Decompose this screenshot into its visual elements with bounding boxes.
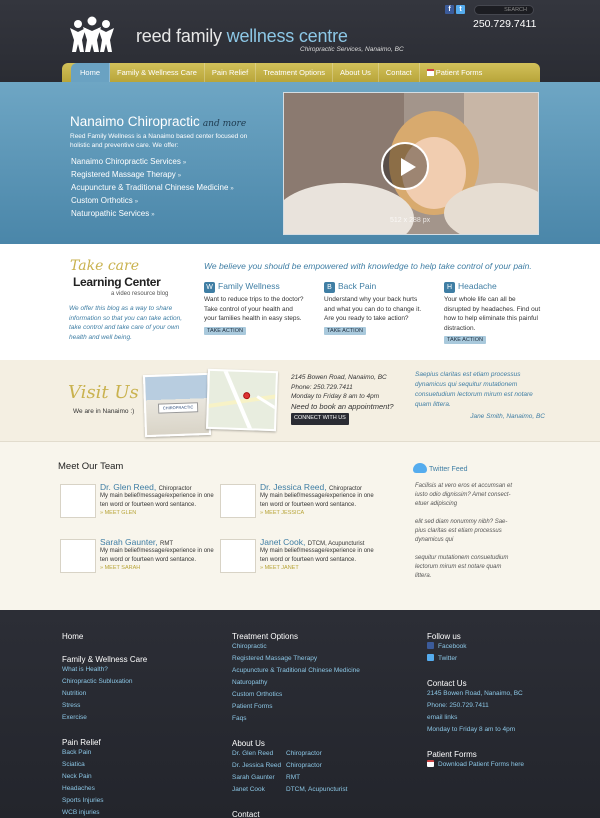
- learning-center-title[interactable]: Learning Center: [73, 275, 161, 289]
- brand-tagline: Chiropractic Services, Nanaimo, BC: [300, 46, 404, 53]
- footer-hours: Monday to Friday 8 am to 4pm: [427, 726, 516, 733]
- hero-service-label: Naturopathic Services: [71, 209, 150, 218]
- footer-link[interactable]: Sarah Gaunter: [232, 774, 275, 781]
- arrow-icon: »: [151, 212, 155, 218]
- hero-service-label: Custom Orthotics: [71, 196, 133, 205]
- nav-item-contact[interactable]: Contact: [379, 63, 420, 82]
- lc-column-title: Back Pain: [338, 281, 377, 291]
- hero-service-link[interactable]: [71, 169, 234, 182]
- footer-address: 2145 Bowen Road, Nanaimo, BC: [427, 690, 523, 697]
- clinic-sign: CHIROPRACTIC: [158, 402, 198, 413]
- letter-badge-icon: H: [444, 282, 455, 293]
- footer-link-home[interactable]: Home: [62, 632, 84, 641]
- member-credential: RMT: [160, 541, 174, 547]
- footer-link[interactable]: Exercise: [62, 714, 87, 721]
- play-icon: [401, 158, 416, 176]
- footer-link[interactable]: Dr. Jessica Reed: [232, 762, 282, 769]
- footer-heading-contact[interactable]: Contact: [232, 810, 260, 818]
- member-name-row[interactable]: [260, 482, 382, 492]
- footer-heading-contact-us: Contact Us: [427, 679, 467, 688]
- take-action-button[interactable]: TAKE ACTION: [324, 327, 366, 335]
- member-photo[interactable]: [220, 539, 256, 573]
- lc-column-heading[interactable]: [324, 281, 424, 293]
- footer-heading-treatment[interactable]: Treatment Options: [232, 632, 298, 641]
- visit-title: Visit Us: [68, 382, 139, 403]
- member-info: [260, 537, 382, 571]
- member-photo[interactable]: [60, 484, 96, 518]
- nav-item-home[interactable]: Home: [71, 63, 110, 82]
- footer-link[interactable]: Chiropractic Subluxation: [62, 678, 133, 685]
- footer-link[interactable]: Sports Injuries: [62, 797, 104, 804]
- nav-item-about[interactable]: About Us: [333, 63, 379, 82]
- testimonial: [415, 370, 545, 422]
- footer-heading-forms: Patient Forms: [427, 750, 477, 759]
- footer-link[interactable]: Sciatica: [62, 761, 85, 768]
- arrow-icon: »: [134, 199, 139, 205]
- footer-twitter-label: Twitter: [438, 655, 458, 662]
- footer-heading-about[interactable]: About Us: [232, 739, 265, 748]
- lc-column-text: Understand why your back hurts and what you can do to change it. Are you ready to take action?: [324, 296, 422, 322]
- nav-item-pain-relief[interactable]: Pain Relief: [205, 63, 256, 82]
- hero-title: [70, 114, 246, 129]
- footer-link[interactable]: Janet Cook: [232, 786, 265, 793]
- footer-about-row: [232, 748, 360, 760]
- hero-title-script: and more: [202, 119, 247, 129]
- footer-link[interactable]: Dr. Glen Reed: [232, 750, 274, 757]
- member-credential: Chiropractor: [158, 486, 192, 492]
- learning-center-section: [0, 244, 600, 360]
- member-photo[interactable]: [220, 484, 256, 518]
- footer-credential: Chiropractor: [286, 750, 322, 757]
- hero-service-label: Nanaimo Chiropractic Services: [71, 157, 181, 166]
- footer-link[interactable]: Patient Forms: [232, 703, 273, 710]
- footer-link[interactable]: Headaches: [62, 785, 95, 792]
- footer-forms-label: Download Patient Forms here: [438, 761, 524, 768]
- meet-member-link[interactable]: » MEET JANET: [260, 565, 299, 571]
- member-name: Janet Cook,: [260, 537, 306, 547]
- site-footer: [0, 610, 600, 818]
- footer-link[interactable]: Back Pain: [62, 749, 92, 756]
- twitter-feed-title: Twitter Feed: [429, 466, 468, 473]
- testimonial-author: Jane Smith, Nanaimo, BC: [470, 413, 545, 420]
- lc-column-text: Your whole life can all be disrupted by headaches. Find out how to help eliminate this painful distraction.: [444, 296, 541, 332]
- footer-about-row: [232, 772, 360, 784]
- hero-service-link[interactable]: [71, 182, 234, 195]
- footer-email-link[interactable]: email links: [427, 714, 458, 721]
- nav-item-treatment[interactable]: Treatment Options: [256, 63, 333, 82]
- twitter-feed-heading[interactable]: [413, 463, 468, 473]
- lc-column-heading[interactable]: [444, 281, 544, 293]
- clinic-photo: [143, 373, 211, 437]
- footer-link[interactable]: WCB injuries: [62, 809, 100, 816]
- visit-phone: Phone: 250.729.7411: [291, 383, 353, 391]
- member-name: Dr. Glen Reed,: [100, 482, 157, 492]
- footer-link[interactable]: Registered Massage Therapy: [232, 655, 318, 662]
- member-credential: DTCM, Acupuncturist: [307, 541, 365, 547]
- hero-services-list: [71, 156, 234, 221]
- visit-appointment: Need to book an appointment?: [291, 401, 394, 411]
- footer-twitter-link[interactable]: [427, 653, 524, 665]
- learning-center-tagline: We believe you should be empowered with knowledge to help take control of your pain.: [204, 261, 532, 271]
- member-bio: My main belief/message/experience in one ten word or fourteen word sentance.: [100, 548, 214, 563]
- nav-item-patient-forms-label: Patient Forms: [435, 68, 483, 77]
- nav-item-patient-forms[interactable]: [420, 63, 490, 82]
- nav-item-family-wellness[interactable]: Family & Wellness Care: [110, 63, 205, 82]
- member-bio: My main belief/message/experience in one ten word or fourteen word sentance.: [260, 493, 374, 508]
- letter-badge-icon: B: [324, 282, 335, 293]
- letter-badge-icon: W: [204, 282, 215, 293]
- footer-credential: DTCM, Acupuncturist: [286, 786, 348, 793]
- footer-heading-family[interactable]: Family & Wellness Care: [62, 655, 148, 664]
- brand-name-part1: reed family: [136, 26, 227, 46]
- member-name: Dr. Jessica Reed,: [260, 482, 327, 492]
- brand-name-part2: wellness centre: [226, 26, 348, 46]
- connect-button[interactable]: CONNECT WITH US: [291, 413, 349, 425]
- footer-forms-link[interactable]: [427, 759, 524, 771]
- take-care-heading: Take care: [70, 258, 139, 274]
- member-info: [100, 482, 222, 516]
- hero-service-label: Acupuncture & Traditional Chinese Medicine: [71, 183, 229, 192]
- footer-link[interactable]: What is Health?: [62, 666, 108, 673]
- header-phone: 250.729.7411: [473, 18, 537, 30]
- footer-phone: Phone: 250.729.7411: [427, 702, 489, 709]
- lc-column-headache: [444, 281, 544, 344]
- video-size-label: 512 x 288 px: [390, 217, 431, 224]
- footer-credential: RMT: [286, 774, 301, 781]
- hero-service-link[interactable]: [71, 208, 234, 221]
- pdf-icon: [427, 760, 434, 767]
- footer-link[interactable]: Custom Orthotics: [232, 691, 283, 698]
- member-info: [260, 482, 382, 516]
- tweet: sequitur mutationem consuetudium lectorum mirum est notare quam littera.: [415, 555, 509, 579]
- member-name-row[interactable]: [100, 537, 222, 547]
- footer-credential: Chiropractor: [286, 762, 322, 769]
- tweet: elit sed diam nonummy nibh? Sae-pius claritas est etiam processus dynamicus qui: [415, 519, 508, 543]
- team-section: [0, 442, 600, 610]
- team-title: Meet Our Team: [58, 461, 124, 472]
- logo-icon[interactable]: [66, 14, 118, 54]
- member-bio: My main belief/message/experience in one ten word or fourteen word sentance.: [260, 548, 374, 563]
- visit-info: [291, 373, 401, 425]
- pdf-icon: [427, 69, 434, 76]
- twitter-bird-icon: [413, 463, 427, 473]
- hero-service-link[interactable]: [71, 195, 234, 208]
- learning-center-subtitle: a video resource blog: [111, 291, 169, 297]
- lc-column-heading[interactable]: [204, 281, 304, 293]
- lc-column-back-pain: [324, 281, 424, 335]
- main-nav: [62, 63, 540, 82]
- site-header: [0, 0, 600, 82]
- visit-address: 2145 Bowen Road, Nanaimo, BC: [291, 374, 387, 381]
- arrow-icon: »: [230, 186, 234, 192]
- footer-facebook-link[interactable]: [427, 641, 524, 653]
- visit-subtitle: We are in Nanaimo :): [73, 408, 135, 415]
- member-name-row[interactable]: [260, 537, 382, 547]
- search-input[interactable]: SEARCH: [474, 5, 534, 15]
- arrow-icon: »: [177, 173, 182, 179]
- meet-member-link[interactable]: » MEET GLEN: [100, 510, 137, 516]
- footer-link[interactable]: Neck Pain: [62, 773, 92, 780]
- visit-section: [0, 360, 600, 442]
- footer-link[interactable]: Chiropractic: [232, 643, 267, 650]
- testimonial-text: Saepius claritas est etiam processus dynamicus qui sequitur mutationem consuetudium lectorum mirum est notare quam littera.: [415, 371, 533, 408]
- member-name: Sarah Gaunter,: [100, 537, 158, 547]
- meet-member-link[interactable]: » MEET JESSICA: [260, 510, 305, 516]
- hero-service-label: Registered Massage Therapy: [71, 170, 176, 179]
- learning-center-blurb: We offer this blog as a way to share information so that you can take action, take control and take care of your own health and well being.: [69, 305, 183, 341]
- member-info: [100, 537, 222, 571]
- footer-about-row: [232, 760, 360, 772]
- take-action-button[interactable]: TAKE ACTION: [444, 336, 486, 344]
- footer-link[interactable]: Stress: [62, 702, 81, 709]
- meet-member-link[interactable]: » MEET SARAH: [100, 565, 141, 571]
- hero-title-text: Nanaimo Chiropractic: [70, 114, 200, 129]
- twitter-icon: [427, 654, 434, 661]
- take-action-button[interactable]: TAKE ACTION: [204, 327, 246, 335]
- footer-about-row: [232, 784, 360, 796]
- hero-service-link[interactable]: [71, 156, 234, 169]
- arrow-icon: »: [182, 160, 187, 166]
- facebook-icon[interactable]: f: [445, 5, 454, 14]
- tweet: Facilisis at vero eros et accumsan et iusto odio dignissim? Amet consect-etuer adipiscing: [415, 483, 513, 507]
- play-button[interactable]: [381, 142, 429, 190]
- visit-hours: Monday to Friday 8 am to 4pm: [291, 393, 380, 400]
- video-player[interactable]: [283, 92, 539, 235]
- location-map[interactable]: [206, 369, 278, 431]
- footer-link[interactable]: Acupuncture & Traditional Chinese Medicine: [232, 667, 360, 674]
- footer-column-site: [62, 632, 147, 818]
- member-credential: Chiropractor: [329, 486, 363, 492]
- footer-link[interactable]: Naturopathy: [232, 679, 268, 686]
- footer-heading-pain[interactable]: Pain Relief: [62, 738, 101, 747]
- hero-intro: Reed Family Wellness is a Nanaimo based center focused on holistic and preventive care. We offer:: [70, 133, 248, 149]
- member-bio: My main belief/message/experience in one ten word or fourteen word sentance.: [100, 493, 214, 508]
- hero-section: [0, 82, 600, 244]
- footer-heading-follow: Follow us: [427, 632, 461, 641]
- member-photo[interactable]: [60, 539, 96, 573]
- twitter-icon[interactable]: t: [456, 5, 465, 14]
- lc-column-title: Headache: [458, 281, 497, 291]
- lc-column-title: Family Wellness: [218, 281, 280, 291]
- lc-column-text: Want to reduce trips to the doctor? Take control of your health and your families health in easy steps.: [204, 296, 304, 322]
- footer-facebook-label: Facebook: [438, 643, 467, 650]
- footer-column-contact: [427, 632, 524, 771]
- footer-link[interactable]: Faqs: [232, 715, 247, 722]
- lc-column-family-wellness: [204, 281, 304, 335]
- footer-link[interactable]: Nutrition: [62, 690, 87, 697]
- facebook-icon: [427, 642, 434, 649]
- footer-column-treatment: [232, 632, 360, 818]
- brand-name[interactable]: [136, 26, 348, 47]
- member-name-row[interactable]: [100, 482, 222, 492]
